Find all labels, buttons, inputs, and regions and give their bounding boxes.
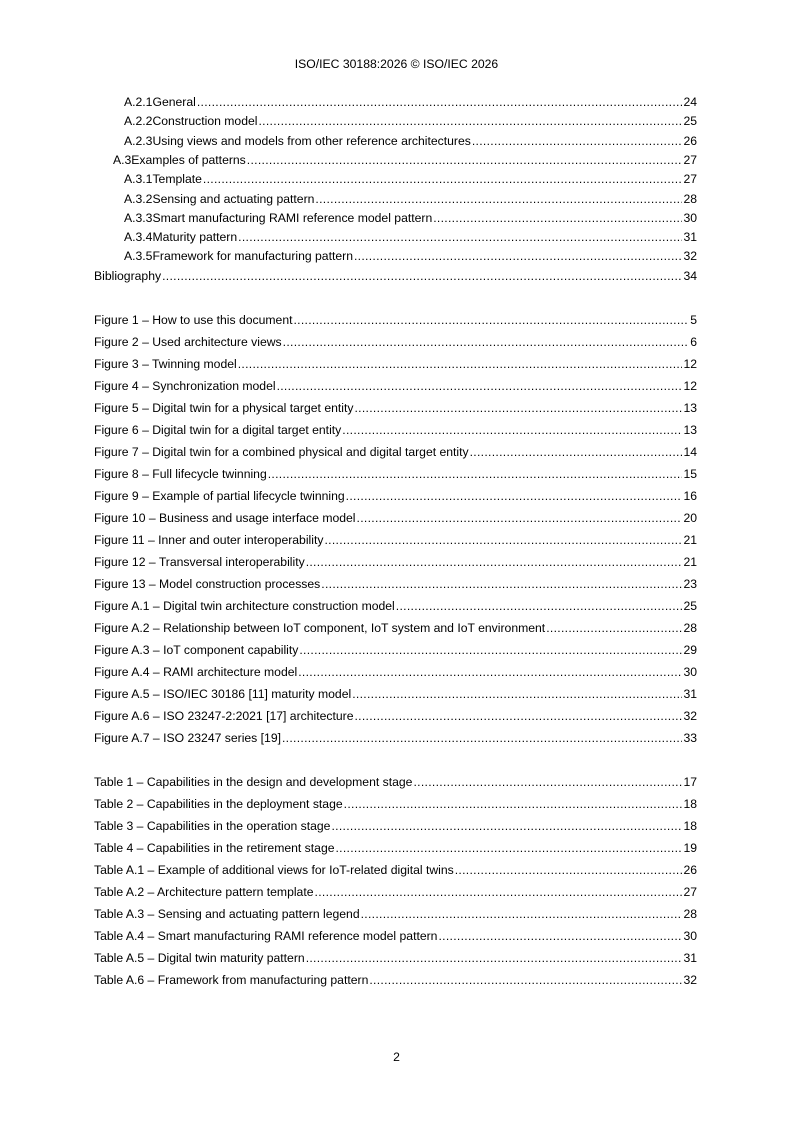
dot-leader: [546, 621, 682, 636]
figure-list-entry[interactable]: [94, 599, 697, 614]
figure-entry-title: Figure 10 – Business and usage interface model: [94, 511, 356, 525]
toc-entry[interactable]: [124, 134, 697, 149]
dot-leader: [354, 709, 682, 724]
dot-leader: [306, 951, 683, 966]
dot-leader: [357, 511, 683, 526]
figure-entry-page: 28: [683, 621, 697, 635]
figure-entry-title: Figure 1 – How to use this document: [94, 313, 293, 327]
toc-entry-number: A.2.3: [124, 134, 153, 148]
dot-leader: [369, 973, 682, 988]
figure-list-entry[interactable]: [94, 335, 697, 350]
figure-entry-page: 33: [683, 731, 697, 745]
figure-entry-title: Figure 3 – Twinning model: [94, 357, 237, 371]
figure-entry-page: 12: [683, 357, 697, 371]
figure-list-entry[interactable]: [94, 555, 697, 570]
dot-leader: [413, 775, 682, 790]
figure-list-entry[interactable]: [94, 445, 697, 460]
table-entry-page: 27: [683, 885, 697, 899]
dot-leader: [162, 269, 682, 284]
toc-entry-title: Using views and models from other reference architectures: [152, 134, 471, 148]
figure-entry-page: 5: [690, 313, 697, 327]
toc-entry-title: Smart manufacturing RAMI reference model pattern: [152, 211, 433, 225]
figure-entry-title: Figure A.2 – Relationship between IoT component, IoT system and IoT environment: [94, 621, 546, 635]
dot-leader: [294, 313, 690, 328]
dot-leader: [315, 192, 682, 207]
figure-entry-page: 12: [683, 379, 697, 393]
dot-leader: [344, 797, 683, 812]
table-entry-title: Table A.2 – Architecture pattern template: [94, 885, 314, 899]
figure-list-entry[interactable]: [94, 577, 697, 592]
figure-entry-page: 21: [683, 555, 697, 569]
table-list-entry[interactable]: [94, 973, 697, 988]
dot-leader: [299, 643, 682, 658]
dot-leader: [197, 95, 683, 110]
figure-list-entry[interactable]: [94, 379, 697, 394]
dot-leader: [315, 885, 683, 900]
dot-leader: [354, 401, 682, 416]
dot-leader: [342, 423, 682, 438]
toc-entry-title: Examples of patterns: [131, 153, 246, 167]
table-list-entry[interactable]: [94, 841, 697, 856]
dot-leader: [324, 533, 682, 548]
figure-entry-page: 13: [683, 401, 697, 415]
table-entry-title: Table 1 – Capabilities in the design and development stage: [94, 775, 413, 789]
dot-leader: [438, 929, 682, 944]
page-number: 2: [393, 1050, 400, 1064]
toc-entry-number: A.3: [113, 153, 132, 167]
table-list-entry[interactable]: [94, 775, 697, 790]
toc-entry-page: 27: [683, 172, 697, 186]
toc-entry[interactable]: [124, 95, 697, 110]
figure-list-entry[interactable]: [94, 731, 697, 746]
figure-list-entry[interactable]: [94, 533, 697, 548]
dot-leader: [472, 134, 683, 149]
figure-list-entry[interactable]: [94, 313, 697, 328]
toc-entry-title: Framework for manufacturing pattern: [152, 249, 353, 263]
table-entry-title: Table 2 – Capabilities in the deployment stage: [94, 797, 343, 811]
dot-leader: [268, 467, 683, 482]
figure-list-entry[interactable]: [94, 401, 697, 416]
figure-entry-page: 32: [683, 709, 697, 723]
table-entry-title: Table A.4 – Smart manufacturing RAMI reference model pattern: [94, 929, 438, 943]
figure-list-entry[interactable]: [94, 687, 697, 702]
toc-entry[interactable]: [124, 114, 697, 129]
toc-entry-page: 25: [683, 114, 697, 128]
table-entry-page: 32: [683, 973, 697, 987]
toc-entry-number: A.3.2: [124, 192, 153, 206]
toc-entry-number: A.3.4: [124, 230, 153, 244]
figure-entry-title: Figure A.1 – Digital twin architecture construction model: [94, 599, 395, 613]
dot-leader: [306, 555, 683, 570]
figure-entry-page: 21: [683, 533, 697, 547]
figure-list-entry[interactable]: [94, 621, 697, 636]
toc-entry-page: 27: [683, 153, 697, 167]
figure-entry-page: 31: [683, 687, 697, 701]
toc-entry-page: 30: [683, 211, 697, 225]
figure-list-entry[interactable]: [94, 709, 697, 724]
figure-list-entry[interactable]: [94, 357, 697, 372]
table-list-entry[interactable]: [94, 797, 697, 812]
figure-list-entry[interactable]: [94, 467, 697, 482]
figure-entry-title: Figure 2 – Used architecture views: [94, 335, 282, 349]
toc-entry-title: Bibliography: [94, 269, 162, 283]
figure-list-entry[interactable]: [94, 489, 697, 504]
figure-entry-title: Figure A.3 – IoT component capability: [94, 643, 299, 657]
figure-entry-page: 25: [683, 599, 697, 613]
figure-entry-title: Figure 4 – Synchronization model: [94, 379, 276, 393]
dot-leader: [238, 357, 683, 372]
dot-leader: [238, 230, 682, 245]
figure-entry-page: 30: [683, 665, 697, 679]
figure-entry-title: Figure A.6 – ISO 23247-2:2021 [17] architecture: [94, 709, 354, 723]
table-entry-page: 18: [683, 797, 697, 811]
toc-entry-number: A.2.1: [124, 95, 153, 109]
dot-leader: [321, 577, 682, 592]
table-entry-title: Table 3 – Capabilities in the operation stage: [94, 819, 331, 833]
toc-entry[interactable]: [124, 211, 697, 226]
page-header: ISO/IEC 30188:2026 © ISO/IEC 2026: [294, 57, 499, 71]
toc-entry-title: Sensing and actuating pattern: [152, 192, 315, 206]
toc-entry-title: Construction model: [152, 114, 258, 128]
toc-entry[interactable]: [113, 153, 697, 168]
table-entry-page: 18: [683, 819, 697, 833]
dot-leader: [433, 211, 682, 226]
toc-entry-bibliography[interactable]: [94, 269, 697, 284]
dot-leader: [247, 153, 683, 168]
figure-entry-title: Figure 11 – Inner and outer interoperability: [94, 533, 324, 547]
toc-entry[interactable]: [124, 249, 697, 264]
figure-entry-title: Figure 12 – Transversal interoperability: [94, 555, 305, 569]
figure-entry-title: Figure 8 – Full lifecycle twinning: [94, 467, 267, 481]
table-entry-title: Table 4 – Capabilities in the retirement stage: [94, 841, 335, 855]
figure-entry-title: Figure A.4 – RAMI architecture model: [94, 665, 298, 679]
table-entry-page: 19: [683, 841, 697, 855]
toc-entry[interactable]: [124, 172, 697, 187]
table-list-entry[interactable]: [94, 885, 697, 900]
figure-entry-title: Figure A.7 – ISO 23247 series [19]: [94, 731, 281, 745]
figure-entry-page: 20: [683, 511, 697, 525]
figure-entry-page: 16: [683, 489, 697, 503]
dot-leader: [354, 249, 682, 264]
figure-entry-title: Figure A.5 – ISO/IEC 30186 [11] maturity model: [94, 687, 352, 701]
dot-leader: [258, 114, 682, 129]
table-entry-page: 26: [683, 863, 697, 877]
toc-entry-number: A.3.3: [124, 211, 153, 225]
figure-entry-page: 6: [690, 335, 697, 349]
dot-leader: [336, 841, 683, 856]
toc-entry-number: A.2.2: [124, 114, 153, 128]
figure-entry-title: Figure 7 – Digital twin for a combined physical and digital target entity: [94, 445, 469, 459]
table-entry-page: 31: [683, 951, 697, 965]
dot-leader: [203, 172, 683, 187]
figure-entry-title: Figure 5 – Digital twin for a physical target entity: [94, 401, 354, 415]
table-entry-title: Table A.1 – Example of additional views for IoT-related digital twins: [94, 863, 454, 877]
figure-entry-title: Figure 9 – Example of partial lifecycle twinning: [94, 489, 345, 503]
dot-leader: [283, 335, 690, 350]
dot-leader: [455, 863, 683, 878]
table-entry-title: Table A.3 – Sensing and actuating pattern legend: [94, 907, 360, 921]
toc-entry-page: 34: [683, 269, 697, 283]
dot-leader: [282, 731, 682, 746]
table-list-entry[interactable]: [94, 907, 697, 922]
table-entry-page: 30: [683, 929, 697, 943]
dot-leader: [470, 445, 683, 460]
table-entry-page: 28: [683, 907, 697, 921]
toc-entry-page: 26: [683, 134, 697, 148]
toc-entry-title: General: [152, 95, 196, 109]
figure-list-entry[interactable]: [94, 423, 697, 438]
figure-entry-title: Figure 6 – Digital twin for a digital target entity: [94, 423, 342, 437]
table-entry-title: Table A.6 – Framework from manufacturing pattern: [94, 973, 369, 987]
table-list-entry[interactable]: [94, 929, 697, 944]
toc-entry-page: 32: [683, 249, 697, 263]
toc-entry-page: 31: [683, 230, 697, 244]
figure-entry-page: 14: [683, 445, 697, 459]
table-entry-page: 17: [683, 775, 697, 789]
figure-list-entry[interactable]: [94, 643, 697, 658]
figure-entry-page: 13: [683, 423, 697, 437]
dot-leader: [331, 819, 682, 834]
figure-entry-title: Figure 13 – Model construction processes: [94, 577, 321, 591]
table-list-entry[interactable]: [94, 819, 697, 834]
dot-leader: [396, 599, 683, 614]
toc-entry[interactable]: [124, 192, 697, 207]
dot-leader: [298, 665, 682, 680]
figure-entry-page: 29: [683, 643, 697, 657]
figure-entry-page: 15: [683, 467, 697, 481]
table-list-entry[interactable]: [94, 951, 697, 966]
table-entry-title: Table A.5 – Digital twin maturity pattern: [94, 951, 305, 965]
toc-entry-number: A.3.5: [124, 249, 153, 263]
dot-leader: [352, 687, 682, 702]
dot-leader: [361, 907, 683, 922]
figure-entry-page: 23: [683, 577, 697, 591]
figure-list-entry[interactable]: [94, 511, 697, 526]
toc-entry-page: 24: [683, 95, 697, 109]
dot-leader: [277, 379, 683, 394]
table-list-entry[interactable]: [94, 863, 697, 878]
toc-entry-page: 28: [683, 192, 697, 206]
toc-entry-number: A.3.1: [124, 172, 153, 186]
toc-entry[interactable]: [124, 230, 697, 245]
figure-list-entry[interactable]: [94, 665, 697, 680]
toc-entry-title: Template: [152, 172, 202, 186]
dot-leader: [346, 489, 683, 504]
toc-entry-title: Maturity pattern: [152, 230, 238, 244]
